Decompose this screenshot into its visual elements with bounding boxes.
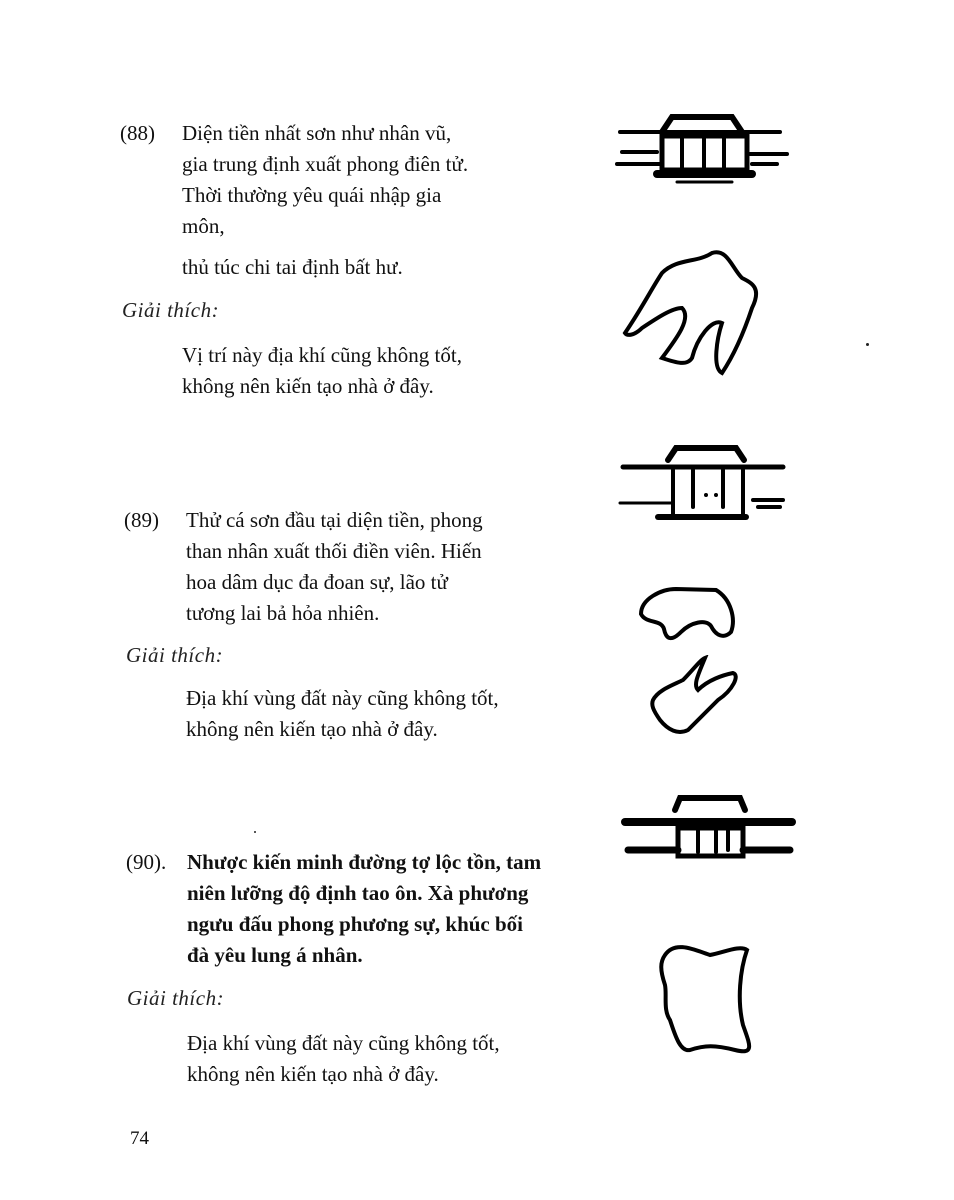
explanation-label-90: Giải thích: (127, 986, 225, 1010)
mountain-shape-88 (622, 248, 767, 378)
verse-line: tương lai bả hỏa nhiên. (186, 601, 380, 625)
house-illustration-89 (618, 445, 788, 530)
verse-line: ngưu đấu phong phương sự, khúc bối (187, 912, 524, 936)
verse-line: Thử cá sơn đầu tại diện tiền, phong (186, 508, 483, 532)
explanation-line: không nên kiến tạo nhà ở đây. (187, 1062, 439, 1086)
verse-89 (186, 505, 483, 629)
verse-line: Diện tiền nhất sơn như nhân vũ, (182, 121, 452, 145)
house-illustration-90 (620, 790, 800, 862)
verse-88-final (182, 252, 403, 283)
explanation-line: Địa khí vùng đất này cũng không tốt, (186, 686, 499, 710)
verse-line: gia trung định xuất phong điên tử. (182, 152, 469, 176)
explanation-line: Địa khí vùng đất này cũng không tốt, (187, 1031, 500, 1055)
verse-90 (187, 847, 541, 971)
scan-speck (254, 831, 256, 833)
scan-speck (866, 343, 869, 346)
explanation-90 (187, 1028, 500, 1090)
explanation-line: không nên kiến tạo nhà ở đây. (182, 374, 434, 398)
house-illustration-88 (612, 112, 792, 194)
mountain-shape-89-upper (636, 584, 741, 644)
mountain-shape-90 (655, 940, 760, 1060)
explanation-line: không nên kiến tạo nhà ở đây. (186, 717, 438, 741)
section-number-90: (90). (126, 850, 167, 874)
explanation-88 (182, 340, 462, 402)
explanation-89 (186, 683, 499, 745)
verse-88 (182, 118, 468, 242)
verse-line: than nhân xuất thối điền viên. Hiến (186, 539, 482, 563)
verse-line: Thời thường yêu quái nhập gia (182, 183, 442, 207)
verse-line: môn, (182, 214, 225, 238)
verse-line: hoa dâm dục đa đoan sự, lão tử (186, 570, 448, 594)
verse-line: đà yêu lung á nhân. (187, 943, 363, 967)
mountain-shape-89-lower (648, 655, 743, 740)
section-number-89: (89) (124, 508, 159, 532)
explanation-label-89: Giải thích: (126, 643, 224, 667)
verse-line: niên lưỡng độ định tao ôn. Xà phương (187, 881, 529, 905)
verse-line: Nhược kiến minh đường tợ lộc tồn, tam (187, 850, 542, 874)
explanation-line: Vị trí này địa khí cũng không tốt, (182, 343, 462, 367)
verse-line: thủ túc chi tai định bất hư. (182, 255, 403, 279)
explanation-label-88: Giải thích: (122, 298, 220, 322)
page-number: 74 (130, 1128, 149, 1149)
section-number-88: (88) (120, 121, 155, 145)
